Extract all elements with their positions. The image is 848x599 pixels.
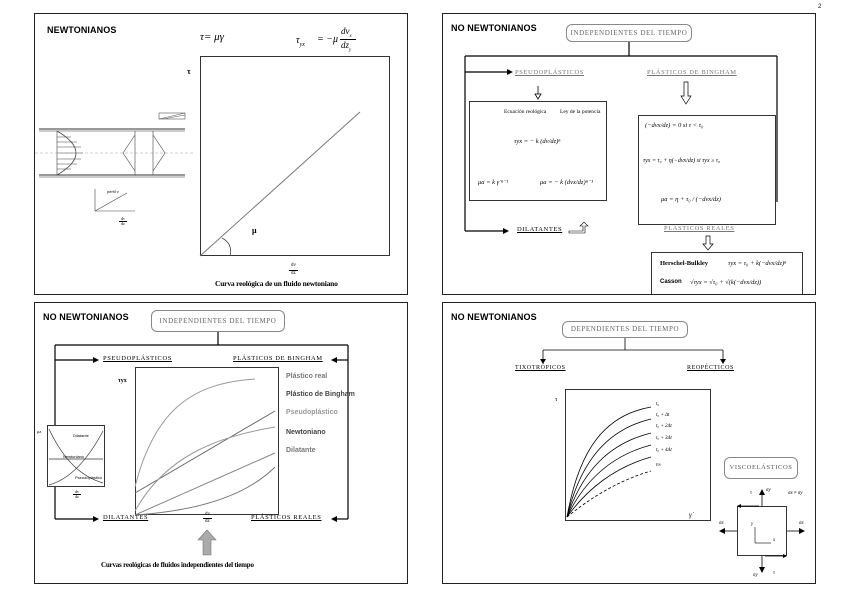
header-box: INDEPENDIENTES DEL TIEMPO bbox=[566, 24, 692, 42]
plasticos-reales-label: PLÁSTICOS REALES bbox=[664, 225, 735, 232]
curve-t2: t₀ + 2Δt bbox=[656, 424, 672, 429]
pseudoplasticos-label: PSEUDOPLÁSTICOS bbox=[103, 355, 172, 362]
viscoelasticos-box: VISCOELÁSTICOS bbox=[724, 457, 798, 479]
legend-dilatante: Dilatante bbox=[286, 447, 316, 454]
herschel-casson-box bbox=[651, 252, 803, 295]
newtonian-line bbox=[200, 56, 390, 256]
sigma-neq: σx ≠ σy bbox=[788, 491, 803, 496]
mini-axis-y: μa bbox=[37, 429, 42, 434]
page-number: 2 bbox=[818, 4, 822, 10]
pipe-frac-bottom: dz bbox=[121, 221, 125, 226]
header-box: DEPENDIENTES DEL TIEMPO bbox=[562, 321, 688, 338]
curve-t3: t₀ + 3Δt bbox=[656, 436, 672, 441]
axis-small-y: y bbox=[751, 522, 754, 527]
axis-x-bottom: dz bbox=[205, 519, 210, 524]
legend-newtoniano: Newtoniano bbox=[286, 429, 326, 436]
slide-no-newtonianos-1 bbox=[442, 13, 816, 295]
mini-label-dilatante: Dilatante bbox=[73, 433, 89, 438]
slide-no-newtonianos-2 bbox=[34, 302, 408, 584]
casson-eq: √τyx = √τ₀ + √(k(−dvx/dz)) bbox=[690, 279, 762, 286]
legend-plastico-bingham: Plástico de Bingham bbox=[286, 391, 355, 398]
bingham-label: PLÁSTICOS DE BINGHAM bbox=[647, 69, 737, 76]
apparent-viscosity-eq: μa = k γ̇ ⁿ⁻¹ bbox=[478, 179, 509, 186]
equation-tau-yx: $\tau_{yx}$ bbox=[296, 35, 305, 48]
axis-x-label: γ̇ bbox=[689, 511, 692, 519]
axis-x-top: dv bbox=[205, 512, 210, 517]
tixotropicos-label: TIXOTRÓPICOS bbox=[515, 365, 566, 371]
casson-name: Casson bbox=[660, 279, 682, 285]
rheology-curves bbox=[135, 367, 279, 515]
mini-x-top: dv bbox=[75, 489, 79, 494]
curve-tinf: t∞ bbox=[656, 463, 661, 468]
curve-t1: t₀ + Δt bbox=[656, 413, 670, 418]
thixotropy-curves bbox=[565, 389, 711, 521]
ley-potencia: Ley de la potencia bbox=[560, 109, 601, 115]
equation-tau: τ= μγ bbox=[200, 31, 224, 43]
slide-title: NO NEWTONIANOS bbox=[43, 312, 129, 322]
stress-arrows bbox=[713, 487, 813, 584]
bingham-label: PLÁSTICOS DE BINGHAM bbox=[233, 355, 323, 362]
pipe-flow-sketch bbox=[35, 109, 195, 219]
bingham-box bbox=[638, 115, 776, 225]
equation-rhs: = −μ bbox=[317, 34, 339, 45]
caption: Curva reológica de un fluido newtoniano bbox=[215, 279, 338, 288]
sigma-x-left: σx bbox=[719, 521, 724, 526]
ec-reologica: Ecuación reológica bbox=[504, 109, 547, 115]
bingham-eq-2: τyx = τ₀ + η(−dvx/dz) si τyx ≥ τ₀ bbox=[643, 158, 721, 164]
reopecticos-label: REOPÉCTICOS bbox=[687, 365, 734, 371]
apparent-viscosity-eq-2: μa = − k (dvx/dz)ⁿ⁻¹ bbox=[540, 179, 594, 186]
curve-t0: t₀ bbox=[656, 402, 660, 407]
mini-x-bottom: dz bbox=[75, 494, 79, 499]
axis-x-top: dv bbox=[291, 263, 296, 268]
dilatantes-label: DILATANTES bbox=[517, 226, 563, 233]
herschel-bulkley-name: Herschel-Bulkley bbox=[660, 260, 709, 267]
pseudoplasticos-label: PSEUDOPLÁSTICOS bbox=[515, 69, 584, 76]
slide-title: NO NEWTONIANOS bbox=[451, 312, 537, 322]
equation-dv: $dv_x$ bbox=[341, 26, 352, 39]
herschel-bulkley-eq: τyx = τ₀ + k(−dvx/dz)ⁿ bbox=[728, 260, 787, 267]
slide-newtonianos bbox=[34, 13, 408, 295]
tau-label-bottom: τ bbox=[773, 571, 776, 576]
legend-pseudoplastico: Pseudoplástico bbox=[286, 409, 338, 416]
axis-x-bottom: dz bbox=[291, 271, 296, 276]
slide-no-newtonianos-3 bbox=[442, 302, 816, 584]
axis-y-label: τ bbox=[555, 397, 558, 403]
dilatantes-label: DILATANTES bbox=[103, 514, 149, 521]
axis-y-label: τyx bbox=[118, 378, 127, 384]
mini-label-pseudoplastico: Pseudoplástico bbox=[75, 475, 103, 480]
curve-t4: t₀ + 4Δt bbox=[656, 448, 672, 453]
caption: Curvas reológicas de fluidos independientes del tiempo bbox=[101, 561, 254, 569]
power-law-eq: τyx = − k (dv/dz)ⁿ bbox=[514, 138, 561, 145]
power-law-box bbox=[469, 101, 607, 201]
axis-small-x: x bbox=[773, 538, 776, 543]
tau-label-top: τ bbox=[750, 491, 753, 496]
plasticos-reales-label: PLÁSTICOS REALES bbox=[251, 514, 322, 521]
mu-label: μ bbox=[252, 226, 257, 235]
sigma-y-top: σy bbox=[766, 488, 771, 493]
legend-plastico-real: Plástico real bbox=[286, 373, 328, 380]
header-box: INDEPENDIENTES DEL TIEMPO bbox=[151, 310, 285, 332]
sigma-y-bottom: σy bbox=[753, 573, 758, 578]
pipe-frac-top: dv bbox=[121, 216, 125, 221]
mini-label-newtoniano: Newtoniano bbox=[63, 454, 85, 459]
bingham-eq-1: (−dvx/dz) = 0 si τ < τ₀ bbox=[645, 122, 704, 129]
pipe-small-label: perfil v bbox=[107, 189, 119, 194]
bingham-eq-3: μa = η + τ₀ / (−dvx/dz) bbox=[661, 196, 721, 203]
equation-dz: $dz_y$ bbox=[341, 40, 352, 53]
axis-y-label: τ bbox=[187, 67, 191, 76]
sigma-x-right: σx bbox=[799, 521, 804, 526]
slide-title: NO NEWTONIANOS bbox=[451, 23, 537, 33]
slide-title: NEWTONIANOS bbox=[47, 25, 117, 35]
